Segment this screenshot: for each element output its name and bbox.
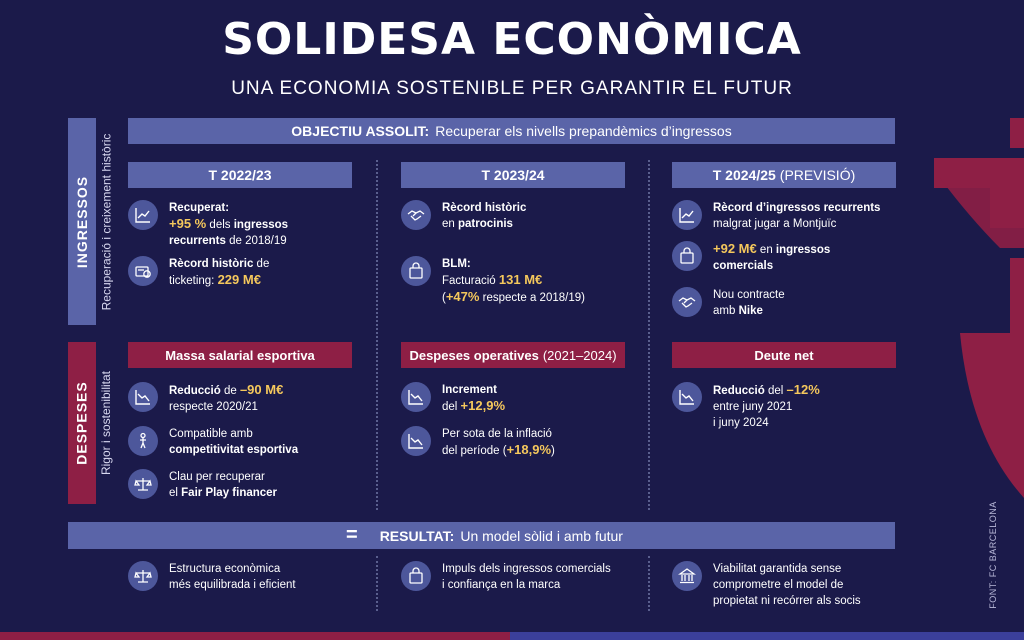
column-header-title: T 2023/24 — [481, 167, 545, 183]
bottom-stripe-red — [0, 632, 510, 640]
balance-icon — [128, 469, 158, 499]
highlight-value: +92 M€ — [713, 241, 757, 256]
emphasis-text: BLM: — [442, 258, 471, 270]
column-header-title: Despeses operatives — [409, 347, 539, 363]
column-header-title: Massa salarial esportiva — [165, 347, 315, 363]
column-divider — [648, 160, 650, 510]
trend-down-icon — [672, 382, 702, 412]
page-title: SOLIDESA ECONÒMICA — [222, 14, 802, 65]
emphasis-text: Increment — [442, 384, 497, 396]
emphasis-text: Rècord d’ingressos — [713, 202, 821, 214]
text-segment: propietat ni recórrer als socis — [713, 595, 861, 607]
list-item — [128, 200, 368, 249]
item-text — [442, 426, 555, 459]
column-header — [401, 342, 625, 368]
text-segment: Viabilitat garantida sense — [713, 563, 842, 575]
shopping-bag-icon — [672, 241, 702, 271]
emphasis-text: Fair Play financer — [181, 487, 278, 499]
item-text — [442, 256, 585, 306]
highlight-value: +47% — [445, 289, 480, 304]
text-segment: amb — [713, 305, 739, 317]
equals-symbol: = — [346, 524, 358, 546]
list-item — [672, 561, 922, 609]
text-segment: Compatible amb — [169, 428, 253, 440]
list-item — [401, 200, 641, 232]
emphasis-text: Recuperat: — [169, 202, 230, 214]
despeses-side-note: Rigor i sostenibilitat — [99, 370, 114, 476]
trend-down-icon — [128, 382, 158, 412]
trend-chart-icon — [672, 200, 702, 230]
ingressos-side-note: Recuperació i creixement històric — [99, 133, 113, 310]
resultat-bar — [68, 522, 895, 549]
trend-chart-icon — [128, 200, 158, 230]
text-segment: Estructura econòmica — [169, 563, 281, 575]
list-item — [128, 426, 368, 458]
text-segment: i juny 2024 — [713, 417, 769, 429]
column-header — [128, 162, 352, 188]
highlight-value: 229 M€ — [217, 272, 261, 287]
trend-down-icon — [401, 382, 431, 412]
column-header-title: T 2022/23 — [208, 167, 272, 183]
list-item — [401, 256, 641, 306]
item-text — [713, 561, 861, 609]
ingressos-side-label: INGRESSOS — [68, 118, 96, 325]
text-segment: del — [442, 401, 461, 413]
text-segment: en — [442, 218, 458, 230]
player-icon — [128, 426, 158, 456]
list-item — [672, 287, 912, 319]
highlight-value: +18,9% — [506, 442, 552, 457]
decorative-crest-shape — [930, 118, 1024, 518]
text-segment: dels — [206, 219, 234, 231]
item-text — [169, 256, 269, 289]
text-segment: ticketing: — [169, 275, 218, 287]
column-header — [672, 342, 896, 368]
source-note: FONT: FC BARCELONA — [988, 501, 999, 609]
emphasis-text: ingressos — [775, 244, 831, 256]
item-text — [169, 382, 283, 415]
emphasis-text: Nike — [738, 305, 763, 317]
item-text — [713, 287, 785, 319]
emphasis-text: ingressos — [233, 219, 289, 231]
list-item — [401, 426, 641, 459]
text-segment: respecte 2020/21 — [169, 401, 258, 413]
text-segment: el — [169, 487, 182, 499]
text-segment: de — [253, 258, 270, 270]
highlight-value: 131 M€ — [498, 272, 543, 287]
item-text — [713, 382, 820, 431]
text-segment: Per sota de la inflació — [442, 428, 552, 440]
emphasis-text: comercials — [713, 260, 774, 272]
item-text — [169, 561, 296, 593]
resultat-label: RESULTAT: — [379, 527, 455, 544]
emphasis-text: Reducció — [713, 385, 765, 397]
text-segment: malgrat jugar a Montjuïc — [713, 218, 837, 230]
text-segment: en — [756, 244, 776, 256]
column-header-extra: (PREVISIÓ) — [779, 167, 856, 183]
list-item — [128, 382, 368, 415]
list-item — [128, 469, 368, 501]
highlight-value: +95 % — [169, 216, 207, 231]
list-item — [672, 200, 912, 232]
highlight-value: –12% — [786, 382, 820, 397]
item-text — [169, 426, 298, 458]
list-item — [672, 382, 912, 431]
trend-down-icon — [401, 426, 431, 456]
text-segment: Clau per recuperar — [169, 471, 265, 483]
text-segment: del — [764, 385, 787, 397]
column-header-extra: (2021–2024) — [542, 347, 617, 363]
list-item — [128, 561, 378, 593]
highlight-value: +12,9% — [460, 398, 505, 413]
column-header-title: T 2024/25 — [712, 167, 776, 183]
emphasis-text: Rècord històric — [442, 202, 527, 214]
item-text — [442, 561, 611, 593]
item-text — [169, 469, 277, 501]
item-text — [713, 241, 830, 274]
item-text — [169, 200, 288, 249]
list-item — [672, 241, 912, 274]
objective-bar — [128, 118, 895, 144]
column-header — [401, 162, 625, 188]
emphasis-text: recurrents — [169, 235, 226, 247]
emphasis-text: Rècord històric — [169, 258, 254, 270]
despeses-side-label: DESPESES — [68, 342, 96, 504]
item-text — [442, 200, 526, 232]
handshake-icon — [672, 287, 702, 317]
text-segment: del període ( — [442, 445, 507, 457]
emphasis-text: recurrents — [820, 202, 881, 214]
text-segment: entre juny 2021 — [713, 401, 793, 413]
shopping-bag-icon — [401, 256, 431, 286]
text-segment: ( — [442, 292, 446, 304]
text-segment: i confiança en la marca — [442, 579, 561, 591]
text-segment: Facturació — [442, 275, 499, 287]
item-text — [442, 382, 505, 415]
list-item — [401, 382, 641, 415]
list-item — [128, 256, 368, 289]
text-segment: més equilibrada i eficient — [169, 579, 296, 591]
text-segment: ) — [551, 445, 555, 457]
balance-icon — [128, 561, 158, 591]
resultat-text: Un model sòlid i amb futur — [460, 527, 623, 544]
text-segment: de — [220, 385, 240, 397]
objective-label: OBJECTIU ASSOLIT: — [291, 123, 430, 139]
column-header — [128, 342, 352, 368]
text-segment: comprometre el model de — [713, 579, 844, 591]
text-segment: de 2018/19 — [225, 235, 287, 247]
emphasis-text: Reducció — [169, 385, 221, 397]
handshake-icon — [401, 200, 431, 230]
highlight-value: –90 M€ — [239, 382, 284, 397]
objective-text: Recuperar els nivells prepandèmics d’ingressos — [435, 123, 732, 139]
list-item — [401, 561, 651, 593]
column-header — [672, 162, 896, 188]
column-divider — [376, 160, 378, 510]
ticket-icon — [128, 256, 158, 286]
item-text — [713, 200, 880, 232]
page-subtitle: UNA ECONOMIA SOSTENIBLE PER GARANTIR EL FUTUR — [231, 78, 793, 99]
text-segment: Impuls dels ingressos comercials — [442, 563, 611, 575]
shopping-bag-icon — [401, 561, 431, 591]
bottom-stripe-blue — [510, 632, 1024, 640]
emphasis-text: competitivitat esportiva — [169, 444, 299, 456]
institution-icon — [672, 561, 702, 591]
column-header-title: Deute net — [754, 347, 814, 363]
text-segment: respecte a 2018/19) — [479, 292, 585, 304]
emphasis-text: patrocinis — [458, 218, 513, 230]
text-segment: Nou contracte — [713, 289, 785, 301]
